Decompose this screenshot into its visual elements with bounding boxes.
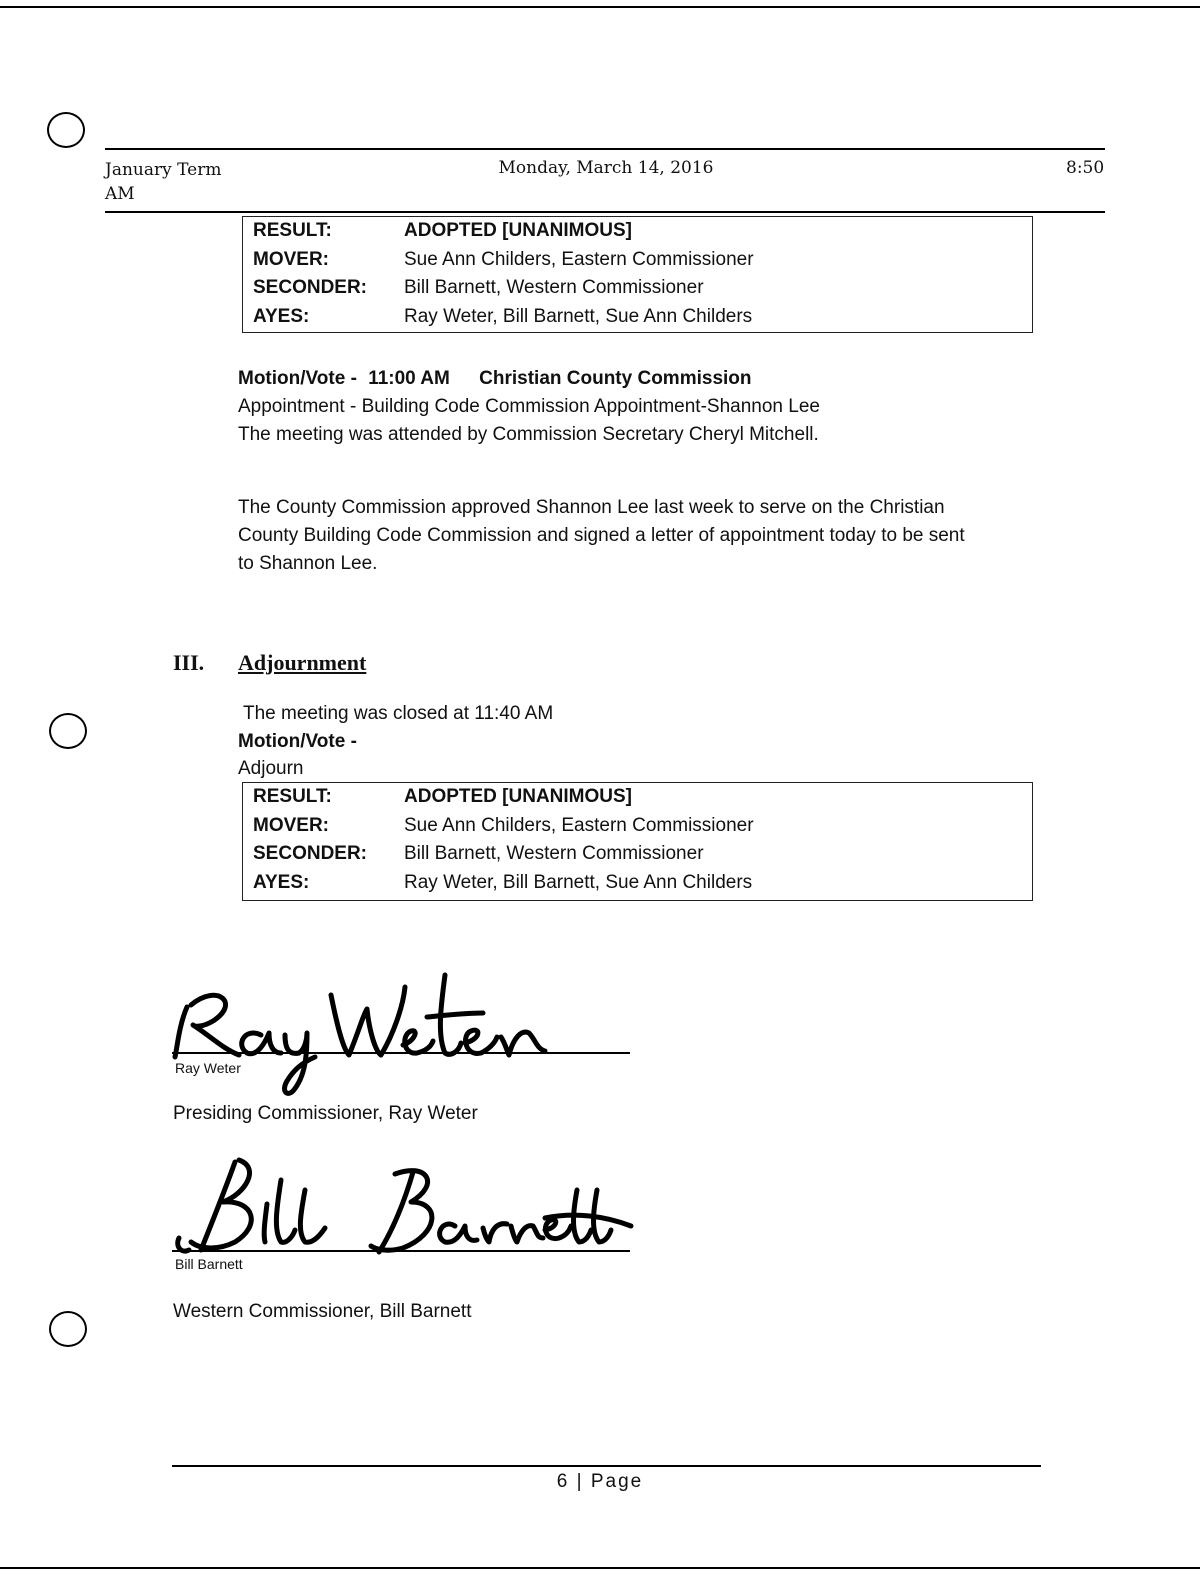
motion-time: 11:00 AM [368,368,450,389]
header-am: AM [105,184,135,204]
motion-label: Motion/Vote - [238,368,357,389]
vote-row-mover [243,812,1032,841]
binder-hole [49,1311,87,1347]
signature-bill-barnett [165,1150,635,1270]
vote-row-ayes [243,303,1032,332]
section-title: Adjournment [238,650,367,675]
section-number: III. [173,650,205,675]
bottom-scan-edge [0,1567,1200,1569]
vote-key: MOVER: [253,814,329,836]
vote-row-mover [243,246,1032,275]
header-term: January Term [105,160,222,180]
signature-line [172,1052,630,1054]
vote-value: Bill Barnett, Western Commissioner [404,277,704,298]
vote-key: RESULT: [253,786,332,807]
vote-key: SECONDER: [253,843,368,864]
signature-role: Western Commissioner, Bill Barnett [173,1301,472,1322]
vote-row-ayes [243,869,1032,898]
vote-block [242,782,1033,901]
vote-key: AYES: [253,305,310,327]
attended-line: The meeting was attended by Commission Secretary Cheryl Mitchell. [238,424,819,445]
header-time: 8:50 [1066,158,1105,178]
signature-line [172,1250,630,1252]
motion-body: Christian County Commission [479,368,752,389]
paragraph-line: County Building Code Commission and signed a letter of appointment today to be sent [238,525,965,546]
vote-row-result [243,217,1032,246]
page-number: 6 [556,1471,570,1492]
vote-value: Sue Ann Childers, Eastern Commissioner [404,248,754,270]
vote-value: Bill Barnett, Western Commissioner [404,843,704,864]
signature-printed-name: Bill Barnett [175,1256,243,1272]
vote-value: Ray Weter, Bill Barnett, Sue Ann Childers [404,305,753,327]
vote-key: AYES: [253,871,310,893]
vote-value: Sue Ann Childers, Eastern Commissioner [404,814,754,836]
paragraph-line: The County Commission approved Shannon Lee last week to serve on the Christian [238,497,945,518]
signature-ray-weter [165,965,585,1115]
binder-hole [49,713,87,749]
vote-key: MOVER: [253,248,329,270]
page-footer [0,1471,1200,1493]
vote-value: ADOPTED [UNANIMOUS] [404,220,632,241]
binder-hole [47,112,85,148]
vote-value: Ray Weter, Bill Barnett, Sue Ann Childers [404,871,753,893]
header-date: Monday, March 14, 2016 [498,158,714,178]
motion-label: Motion/Vote - [238,731,357,752]
vote-block [242,216,1033,333]
signature-role: Presiding Commissioner, Ray Weter [173,1103,478,1124]
paragraph-line: to Shannon Lee. [238,553,378,574]
page-label: | Page [576,1471,644,1492]
vote-row-seconder [243,274,1032,303]
vote-value: ADOPTED [UNANIMOUS] [404,786,632,807]
vote-key: SECONDER: [253,277,368,298]
closed-text: The meeting was closed at 11:40 AM [243,703,554,724]
motion-item: Adjourn [238,758,304,779]
footer-rule [172,1465,1041,1467]
header-top-rule [105,148,1105,150]
header-bottom-rule [105,211,1105,213]
vote-key: RESULT: [253,220,332,241]
vote-row-seconder [243,840,1032,869]
top-scan-edge [0,6,1200,8]
signature-printed-name: Ray Weter [175,1060,241,1076]
motion-heading [238,365,752,393]
appointment-line: Appointment - Building Code Commission Appointment-Shannon Lee [238,396,820,417]
vote-row-result [243,783,1032,812]
